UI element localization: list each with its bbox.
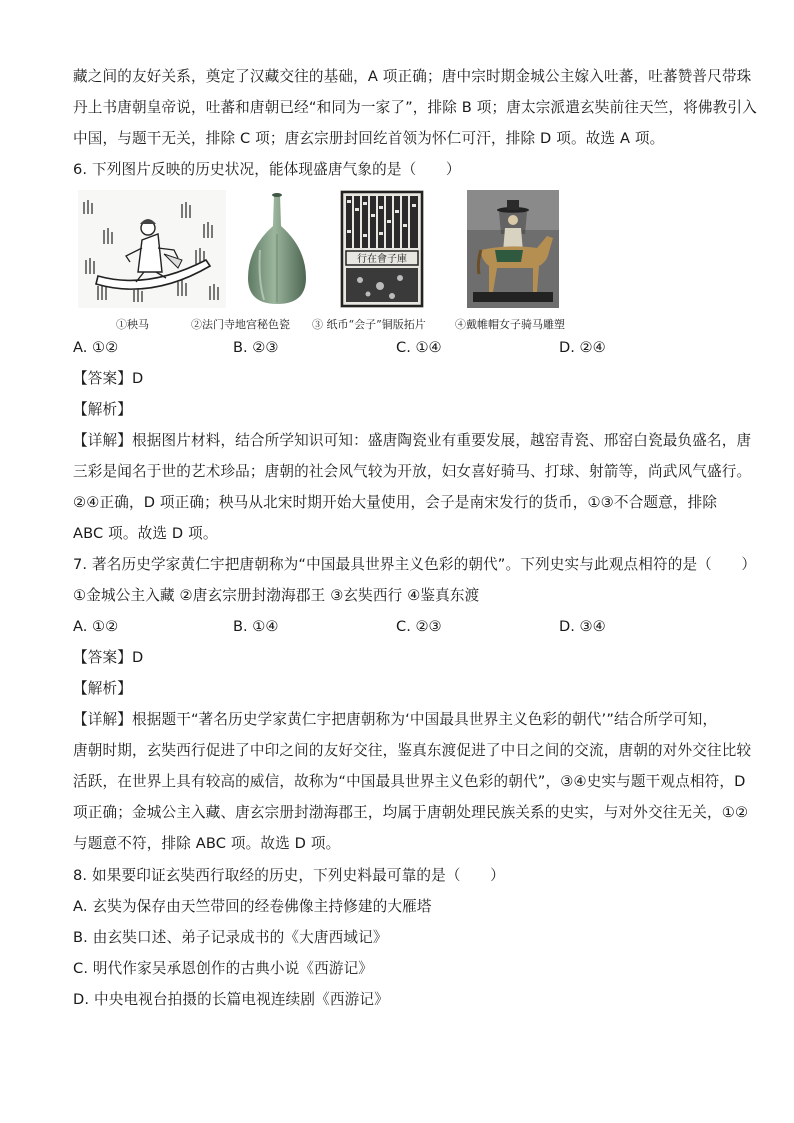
- plate-caption-text: 行在會子庫: [357, 254, 407, 265]
- question-6-detail-line: 三彩是闻名于世的艺术珍品；唐朝的社会风气较为开放，妇女喜好骑马、打球、射箭等，尚武风气盛行。: [73, 463, 752, 480]
- question-6-detail-line: ABC 项。故选 D 项。: [73, 525, 218, 542]
- paragraph-line: 中国，与题干无关，排除 C 项；唐玄宗册封回纥首领为怀仁可汗，排除 D 项。故选 A 项。: [73, 130, 665, 147]
- huizi-rubbing-image: [340, 190, 424, 308]
- question-8-option-a: A. 玄奘为保存由天竺带回的经卷佛像主持修建的大雁塔: [73, 898, 432, 915]
- caption-yangma: ①秧马: [116, 318, 149, 331]
- option-b: B. ①④: [233, 618, 279, 635]
- paragraph-line: 丹上书唐朝皇帝说，吐蕃和唐朝已经“和同为一家了”，排除 B 项；唐太宗派遣玄奘前往天竺，将佛教引入: [73, 99, 757, 116]
- question-7-detail-line: 唐朝时期，玄奘西行促进了中印之间的友好交往，鉴真东渡促进了中日之间的交流，唐朝的对外交往比较: [73, 742, 752, 759]
- question-6-stem: 6. 下列图片反映的历史状况，能体现盛唐气象的是（ ）: [73, 161, 461, 178]
- question-7-items: ①金城公主入藏 ②唐玄宗册封渤海郡王 ③玄奘西行 ④鉴真东渡: [73, 587, 480, 604]
- question-8-option-d: D. 中央电视台拍摄的长篇电视连续剧《西游记》: [73, 991, 389, 1008]
- question-7-detail-line: 活跃，在世界上具有较高的威信，故称为“中国最具世界主义色彩的朝代”，③④史实与题干观点相符，D: [73, 773, 746, 790]
- question-6-detail-line: ②④正确，D 项正确；秧马从北宋时期开始大量使用，会子是南宋发行的货币，①③不合题意，排除: [73, 494, 718, 511]
- question-7-analysis-label: 【解析】: [73, 680, 132, 697]
- option-d: D. ③④: [559, 618, 606, 635]
- option-a: A. ①②: [73, 339, 119, 356]
- question-6-detail-line: 【详解】根据图片材料，结合所学知识可知：盛唐陶瓷业有重要发展，越窑青瓷、邢窑白瓷最负盛名，唐: [73, 432, 752, 449]
- horse-rider-statue-image: [467, 190, 559, 308]
- question-8-option-c: C. 明代作家吴承恩创作的古典小说《西游记》: [73, 960, 374, 977]
- question-6-answer: 【答案】D: [73, 370, 144, 387]
- question-7-stem: 7. 著名历史学家黄仁宇把唐朝称为“中国最具世界主义色彩的朝代”。下列史实与此观点相符的是（ ）: [73, 556, 757, 573]
- celadon-vase-image: [244, 190, 310, 308]
- caption-huizi: ③ 纸币“会子”铜版拓片: [312, 318, 426, 331]
- question-8-stem: 8. 如果要印证玄奘西行取经的历史，下列史料最可靠的是（ ）: [73, 867, 505, 884]
- caption-horse-rider: ④戴帷帽女子骑马雕塑: [455, 318, 565, 331]
- figure-celadon-vase: [244, 190, 310, 308]
- question-8-option-b: B. 由玄奘口述、弟子记录成书的《大唐西域记》: [73, 929, 388, 946]
- question-7-detail-line: 【详解】根据题干“著名历史学家黄仁宇把唐朝称为‘中国最具世界主义色彩的朝代’”结合所学可知，: [73, 711, 718, 728]
- paragraph-line: 藏之间的友好关系，奠定了汉藏交往的基础，A 项正确；唐中宗时期金城公主嫁入吐蕃，吐蕃赞普尺带珠: [73, 68, 752, 85]
- option-a: A. ①②: [73, 618, 119, 635]
- question-7-detail-line: 项正确；金城公主入藏、唐玄宗册封渤海郡王，均属于唐朝处理民族关系的史实，与对外交往无关，①②: [73, 804, 749, 821]
- option-d: D. ②④: [559, 339, 606, 356]
- option-b: B. ②③: [233, 339, 279, 356]
- question-7-answer: 【答案】D: [73, 649, 144, 666]
- figure-yangma: [78, 190, 226, 308]
- yangma-woodcut-image: [78, 190, 226, 308]
- figure-huizi-rubbing: [340, 190, 424, 308]
- question-7-detail-line: 与题意不符，排除 ABC 项。故选 D 项。: [73, 835, 341, 852]
- figure-horse-rider: [467, 190, 559, 308]
- caption-celadon: ②法门寺地宫秘色瓷: [191, 318, 290, 331]
- option-c: C. ②③: [396, 618, 442, 635]
- option-c: C. ①④: [396, 339, 442, 356]
- question-6-analysis-label: 【解析】: [73, 401, 132, 418]
